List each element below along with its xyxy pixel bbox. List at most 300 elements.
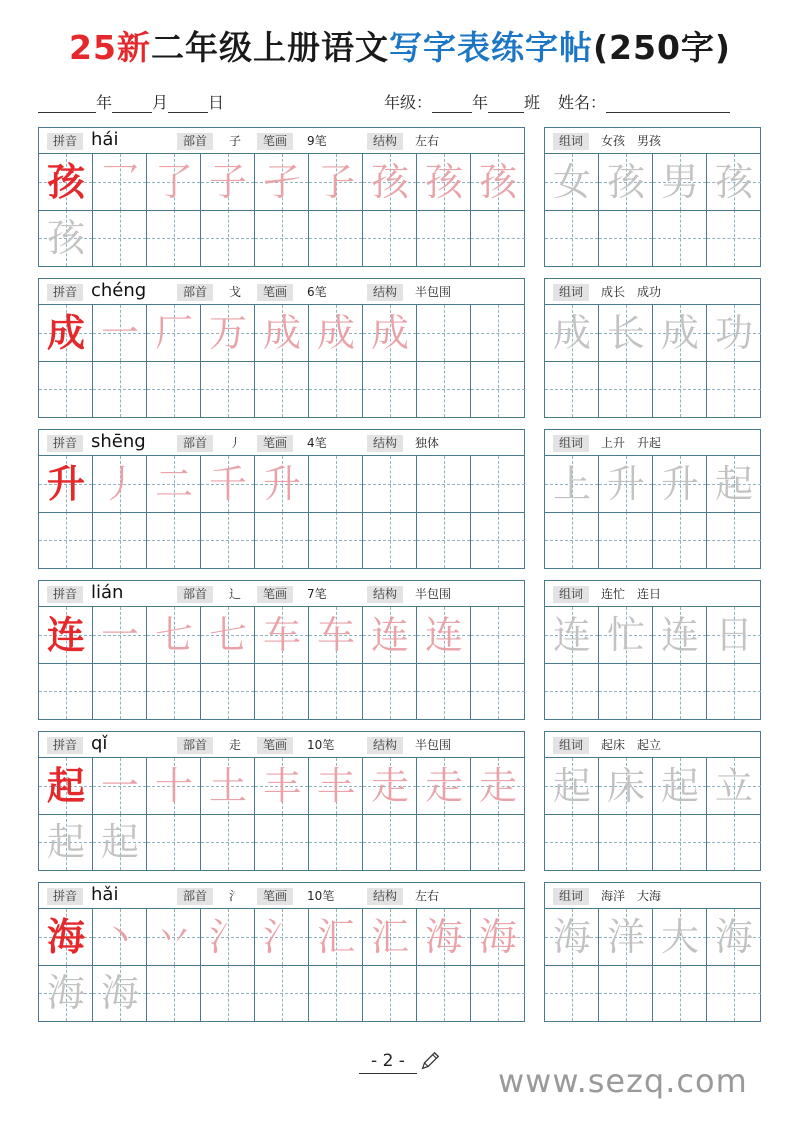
- page-number-text: - 2 -: [371, 1051, 405, 1071]
- word-cell[interactable]: [545, 305, 599, 361]
- class-label: 班: [524, 93, 541, 112]
- writing-cell[interactable]: [363, 814, 417, 870]
- word-cell[interactable]: [545, 814, 599, 870]
- word-trace-character: 功: [714, 311, 753, 355]
- pinyin-value: chéng: [91, 280, 147, 301]
- practice-box-1: [38, 127, 525, 267]
- word-trace-character: 起: [552, 764, 591, 808]
- writing-cell[interactable]: [93, 965, 147, 1021]
- word-cell[interactable]: [545, 607, 599, 663]
- writing-cell[interactable]: [471, 154, 525, 210]
- structure-value: 半包围: [415, 587, 452, 601]
- writing-cell[interactable]: [309, 909, 363, 965]
- writing-cell[interactable]: [417, 154, 471, 210]
- writing-cell[interactable]: [39, 814, 93, 870]
- writing-cell[interactable]: [417, 512, 471, 568]
- words-value: 连忙 连日: [601, 587, 662, 601]
- words-tag: 组词: [553, 737, 589, 754]
- word-cell[interactable]: [599, 305, 653, 361]
- word-grid: [545, 758, 760, 870]
- writing-cell[interactable]: [255, 814, 309, 870]
- stroke-step: 厂: [154, 311, 193, 355]
- writing-cell[interactable]: [417, 456, 471, 512]
- writing-cell[interactable]: [471, 758, 525, 814]
- stroke-step: 一: [100, 311, 139, 355]
- word-box-1: [544, 127, 761, 267]
- writing-cell[interactable]: [201, 210, 255, 266]
- stroke-step: 升: [262, 462, 301, 506]
- stroke-step: 丰: [316, 764, 355, 808]
- strokes-tag: 笔画: [257, 586, 293, 603]
- writing-cell[interactable]: [147, 814, 201, 870]
- writing-cell[interactable]: [309, 663, 363, 719]
- writing-cell[interactable]: [309, 210, 363, 266]
- writing-cell[interactable]: [201, 663, 255, 719]
- year-label: 年: [96, 93, 113, 112]
- strokes-value: 10笔: [307, 889, 335, 903]
- word-box-6: [544, 882, 761, 1022]
- word-trace-character: 起: [660, 764, 699, 808]
- writing-cell[interactable]: [93, 909, 147, 965]
- practice-grid: [39, 758, 524, 870]
- writing-cell[interactable]: [147, 758, 201, 814]
- writing-cell[interactable]: [147, 305, 201, 361]
- writing-cell[interactable]: [147, 456, 201, 512]
- stroke-step: 七: [208, 613, 247, 657]
- writing-cell[interactable]: [39, 154, 93, 210]
- writing-cell[interactable]: [93, 456, 147, 512]
- writing-cell[interactable]: [93, 607, 147, 663]
- writing-cell[interactable]: [471, 814, 525, 870]
- writing-cell[interactable]: [363, 361, 417, 417]
- pinyin-value: qǐ: [91, 733, 108, 754]
- word-cell[interactable]: [653, 512, 707, 568]
- practice-box-2: [38, 278, 525, 418]
- writing-cell[interactable]: [201, 814, 255, 870]
- word-cell[interactable]: [653, 607, 707, 663]
- writing-cell[interactable]: [255, 607, 309, 663]
- word-cell[interactable]: [599, 909, 653, 965]
- word-trace-character: 孩: [714, 160, 753, 204]
- writing-cell[interactable]: [93, 305, 147, 361]
- writing-cell[interactable]: [39, 607, 93, 663]
- radical-value: 子: [229, 134, 242, 148]
- word-grid: [545, 607, 760, 719]
- month-label: 月: [152, 93, 169, 112]
- writing-cell[interactable]: [255, 154, 309, 210]
- words-value: 海洋 大海: [601, 889, 662, 903]
- words-value: 成长 成功: [601, 285, 662, 299]
- model-character: 孩: [46, 159, 85, 204]
- word-box-2: [544, 278, 761, 418]
- radical-value: 氵: [229, 889, 242, 903]
- structure-tag: 结构: [367, 737, 403, 754]
- word-cell[interactable]: [707, 909, 761, 965]
- practice-box-4: [38, 580, 525, 720]
- word-cell[interactable]: [707, 456, 761, 512]
- writing-cell[interactable]: [255, 965, 309, 1021]
- word-cell[interactable]: [545, 965, 599, 1021]
- writing-cell[interactable]: [201, 456, 255, 512]
- writing-cell[interactable]: [417, 361, 471, 417]
- word-cell[interactable]: [707, 758, 761, 814]
- watermark: www.sezq.com: [498, 1062, 748, 1100]
- word-header: [545, 581, 760, 607]
- char-info-header: [39, 581, 524, 607]
- writing-cell[interactable]: [471, 305, 525, 361]
- writing-cell[interactable]: [309, 361, 363, 417]
- model-character: 海: [46, 914, 85, 959]
- word-grid: [545, 154, 760, 266]
- word-cell[interactable]: [653, 210, 707, 266]
- stroke-step: 海: [478, 915, 517, 959]
- trace-character: 海: [100, 971, 139, 1015]
- word-cell[interactable]: [545, 512, 599, 568]
- title-part-3: 写字表练字帖: [388, 28, 593, 67]
- trace-character: 海: [46, 971, 85, 1015]
- word-trace-character: 立: [714, 764, 753, 808]
- word-cell[interactable]: [545, 758, 599, 814]
- strokes-tag: 笔画: [257, 888, 293, 905]
- radical-tag: 部首: [177, 737, 213, 754]
- structure-tag: 结构: [367, 586, 403, 603]
- stroke-step: 孩: [478, 160, 517, 204]
- word-cell[interactable]: [653, 305, 707, 361]
- word-trace-character: 孩: [606, 160, 645, 204]
- word-cell[interactable]: [707, 210, 761, 266]
- writing-cell[interactable]: [201, 909, 255, 965]
- pinyin-tag: 拼音: [47, 888, 83, 905]
- writing-cell[interactable]: [39, 663, 93, 719]
- word-cell[interactable]: [653, 909, 707, 965]
- word-cell[interactable]: [599, 210, 653, 266]
- radical-tag: 部首: [177, 888, 213, 905]
- radical-value: 走: [229, 738, 242, 752]
- stroke-step: 一: [100, 764, 139, 808]
- model-character: 升: [46, 461, 85, 506]
- model-character: 成: [46, 310, 85, 355]
- stroke-step: 孩: [424, 160, 463, 204]
- word-cell[interactable]: [599, 456, 653, 512]
- structure-value: 半包围: [415, 738, 452, 752]
- writing-cell[interactable]: [39, 965, 93, 1021]
- writing-cell[interactable]: [363, 663, 417, 719]
- writing-cell[interactable]: [417, 909, 471, 965]
- writing-cell[interactable]: [255, 909, 309, 965]
- word-cell[interactable]: [545, 154, 599, 210]
- writing-cell[interactable]: [147, 909, 201, 965]
- word-cell[interactable]: [707, 965, 761, 1021]
- word-trace-character: 女: [552, 160, 591, 204]
- writing-cell[interactable]: [39, 210, 93, 266]
- stroke-step: 走: [478, 764, 517, 808]
- writing-cell[interactable]: [417, 965, 471, 1021]
- writing-cell[interactable]: [93, 361, 147, 417]
- writing-cell[interactable]: [255, 512, 309, 568]
- writing-cell[interactable]: [147, 512, 201, 568]
- writing-cell[interactable]: [471, 512, 525, 568]
- structure-tag: 结构: [367, 133, 403, 150]
- trace-character: 起: [100, 820, 139, 864]
- student-line: [384, 90, 730, 113]
- writing-cell[interactable]: [93, 512, 147, 568]
- grid-divider: [545, 663, 760, 664]
- strokes-value: 9笔: [307, 134, 327, 148]
- word-cell[interactable]: [653, 361, 707, 417]
- writing-cell[interactable]: [93, 663, 147, 719]
- word-box-5: [544, 731, 761, 871]
- stroke-step: 乛: [100, 160, 139, 204]
- grade-blank[interactable]: [432, 99, 472, 113]
- writing-cell[interactable]: [363, 512, 417, 568]
- writing-cell[interactable]: [147, 607, 201, 663]
- writing-cell[interactable]: [363, 758, 417, 814]
- writing-cell[interactable]: [417, 210, 471, 266]
- stroke-step: 连: [370, 613, 409, 657]
- writing-cell[interactable]: [255, 210, 309, 266]
- writing-cell[interactable]: [471, 456, 525, 512]
- word-cell[interactable]: [545, 210, 599, 266]
- trace-character: 孩: [46, 216, 85, 260]
- word-cell[interactable]: [599, 663, 653, 719]
- radical-tag: 部首: [177, 435, 213, 452]
- word-cell[interactable]: [707, 607, 761, 663]
- stroke-step: 车: [262, 613, 301, 657]
- grid-divider: [39, 663, 524, 664]
- writing-cell[interactable]: [93, 210, 147, 266]
- word-trace-character: 大: [660, 915, 699, 959]
- stroke-step: 走: [370, 764, 409, 808]
- writing-cell[interactable]: [255, 361, 309, 417]
- radical-value: 戈: [229, 285, 242, 299]
- stroke-step: 汇: [316, 915, 355, 959]
- word-cell[interactable]: [707, 512, 761, 568]
- word-cell[interactable]: [599, 607, 653, 663]
- word-trace-character: 床: [606, 764, 645, 808]
- writing-cell[interactable]: [309, 456, 363, 512]
- writing-cell[interactable]: [363, 305, 417, 361]
- pinyin-tag: 拼音: [47, 737, 83, 754]
- writing-cell[interactable]: [201, 965, 255, 1021]
- month-blank[interactable]: [112, 99, 152, 113]
- word-cell[interactable]: [599, 154, 653, 210]
- strokes-tag: 笔画: [257, 133, 293, 150]
- writing-cell[interactable]: [201, 154, 255, 210]
- writing-cell[interactable]: [147, 210, 201, 266]
- stroke-step: 车: [316, 613, 355, 657]
- word-trace-character: 成: [660, 311, 699, 355]
- word-trace-character: 连: [660, 613, 699, 657]
- word-cell[interactable]: [599, 512, 653, 568]
- grade-year-label: 年: [472, 93, 489, 112]
- strokes-tag: 笔画: [257, 737, 293, 754]
- pinyin-tag: 拼音: [47, 586, 83, 603]
- word-box-4: [544, 580, 761, 720]
- writing-cell[interactable]: [363, 456, 417, 512]
- word-trace-character: 升: [660, 462, 699, 506]
- word-cell[interactable]: [545, 663, 599, 719]
- word-cell[interactable]: [599, 361, 653, 417]
- writing-cell[interactable]: [255, 663, 309, 719]
- radical-tag: 部首: [177, 133, 213, 150]
- char-info-header: [39, 732, 524, 758]
- writing-cell[interactable]: [255, 456, 309, 512]
- writing-cell[interactable]: [201, 758, 255, 814]
- writing-cell[interactable]: [39, 305, 93, 361]
- writing-cell[interactable]: [471, 361, 525, 417]
- year-blank[interactable]: [38, 99, 96, 113]
- writing-cell[interactable]: [417, 305, 471, 361]
- word-trace-character: 起: [714, 462, 753, 506]
- writing-cell[interactable]: [363, 909, 417, 965]
- writing-cell[interactable]: [417, 814, 471, 870]
- writing-cell[interactable]: [309, 154, 363, 210]
- writing-cell[interactable]: [255, 758, 309, 814]
- word-header: [545, 883, 760, 909]
- structure-value: 左右: [415, 889, 440, 903]
- pinyin-tag: 拼音: [47, 284, 83, 301]
- writing-cell[interactable]: [309, 965, 363, 1021]
- trace-character: 起: [46, 820, 85, 864]
- word-cell[interactable]: [545, 456, 599, 512]
- words-tag: 组词: [553, 133, 589, 150]
- writing-cell[interactable]: [39, 758, 93, 814]
- practice-grid: [39, 607, 524, 719]
- stroke-step: 连: [424, 613, 463, 657]
- class-blank[interactable]: [488, 99, 524, 113]
- writing-cell[interactable]: [93, 814, 147, 870]
- word-trace-character: 洋: [606, 915, 645, 959]
- stroke-step: 汇: [370, 915, 409, 959]
- word-cell[interactable]: [707, 305, 761, 361]
- practice-box-5: [38, 731, 525, 871]
- stroke-step: 二: [154, 462, 193, 506]
- word-cell[interactable]: [707, 361, 761, 417]
- word-header: [545, 732, 760, 758]
- word-cell[interactable]: [653, 758, 707, 814]
- writing-cell[interactable]: [255, 305, 309, 361]
- writing-cell[interactable]: [471, 965, 525, 1021]
- writing-cell[interactable]: [39, 361, 93, 417]
- writing-cell[interactable]: [363, 154, 417, 210]
- word-trace-character: 上: [552, 462, 591, 506]
- writing-cell[interactable]: [309, 305, 363, 361]
- writing-cell[interactable]: [39, 512, 93, 568]
- page-title: [0, 22, 800, 69]
- word-cell[interactable]: [707, 154, 761, 210]
- word-trace-character: 长: [606, 311, 645, 355]
- stroke-step: 丷: [154, 915, 193, 959]
- grid-divider: [545, 512, 760, 513]
- word-trace-character: 忙: [606, 613, 645, 657]
- strokes-value: 6笔: [307, 285, 327, 299]
- word-cell[interactable]: [599, 814, 653, 870]
- word-cell[interactable]: [653, 663, 707, 719]
- writing-cell[interactable]: [309, 607, 363, 663]
- strokes-value: 4笔: [307, 436, 327, 450]
- writing-cell[interactable]: [471, 210, 525, 266]
- writing-cell[interactable]: [201, 361, 255, 417]
- writing-cell[interactable]: [363, 965, 417, 1021]
- writing-cell[interactable]: [147, 154, 201, 210]
- day-blank[interactable]: [168, 99, 208, 113]
- grid-divider: [39, 361, 524, 362]
- writing-cell[interactable]: [417, 607, 471, 663]
- title-part-2: 二年级上册语文: [150, 28, 389, 67]
- char-info-header: [39, 883, 524, 909]
- writing-cell[interactable]: [201, 512, 255, 568]
- word-cell[interactable]: [653, 456, 707, 512]
- writing-cell[interactable]: [309, 814, 363, 870]
- structure-tag: 结构: [367, 435, 403, 452]
- stroke-step: 一: [100, 613, 139, 657]
- word-cell[interactable]: [545, 909, 599, 965]
- writing-cell[interactable]: [309, 512, 363, 568]
- stroke-step: 丰: [262, 764, 301, 808]
- pinyin-value: hǎi: [91, 884, 119, 905]
- word-cell[interactable]: [653, 154, 707, 210]
- writing-cell[interactable]: [147, 663, 201, 719]
- writing-cell[interactable]: [417, 663, 471, 719]
- pinyin-value: hái: [91, 129, 119, 150]
- word-cell[interactable]: [653, 965, 707, 1021]
- stroke-step: 成: [262, 311, 301, 355]
- pinyin-tag: 拼音: [47, 133, 83, 150]
- word-header: [545, 279, 760, 305]
- writing-cell[interactable]: [39, 456, 93, 512]
- writing-cell[interactable]: [471, 909, 525, 965]
- word-cell[interactable]: [545, 361, 599, 417]
- writing-cell[interactable]: [93, 154, 147, 210]
- writing-cell[interactable]: [417, 758, 471, 814]
- strokes-tag: 笔画: [257, 284, 293, 301]
- stroke-step: 孒: [316, 160, 355, 204]
- writing-cell[interactable]: [39, 909, 93, 965]
- word-cell[interactable]: [707, 663, 761, 719]
- practice-box-3: [38, 429, 525, 569]
- writing-cell[interactable]: [363, 210, 417, 266]
- word-cell[interactable]: [707, 814, 761, 870]
- writing-cell[interactable]: [93, 758, 147, 814]
- stroke-step: 丶: [100, 915, 139, 959]
- structure-tag: 结构: [367, 284, 403, 301]
- writing-cell[interactable]: [147, 965, 201, 1021]
- word-trace-character: 男: [660, 160, 699, 204]
- writing-cell[interactable]: [471, 607, 525, 663]
- stroke-step: 成: [316, 311, 355, 355]
- name-blank[interactable]: [606, 99, 730, 113]
- char-info-header: [39, 128, 524, 154]
- writing-cell[interactable]: [201, 607, 255, 663]
- name-label: 姓名：: [558, 93, 607, 112]
- word-cell[interactable]: [653, 814, 707, 870]
- practice-grid: [39, 154, 524, 266]
- word-cell[interactable]: [599, 758, 653, 814]
- writing-cell[interactable]: [309, 758, 363, 814]
- grid-divider: [545, 361, 760, 362]
- pencil-icon: [419, 1050, 441, 1072]
- writing-cell[interactable]: [201, 305, 255, 361]
- practice-box-6: [38, 882, 525, 1022]
- words-tag: 组词: [553, 435, 589, 452]
- word-trace-character: 升: [606, 462, 645, 506]
- writing-cell[interactable]: [363, 607, 417, 663]
- word-cell[interactable]: [599, 965, 653, 1021]
- writing-cell[interactable]: [471, 663, 525, 719]
- model-character: 连: [46, 612, 85, 657]
- char-info-header: [39, 279, 524, 305]
- writing-cell[interactable]: [147, 361, 201, 417]
